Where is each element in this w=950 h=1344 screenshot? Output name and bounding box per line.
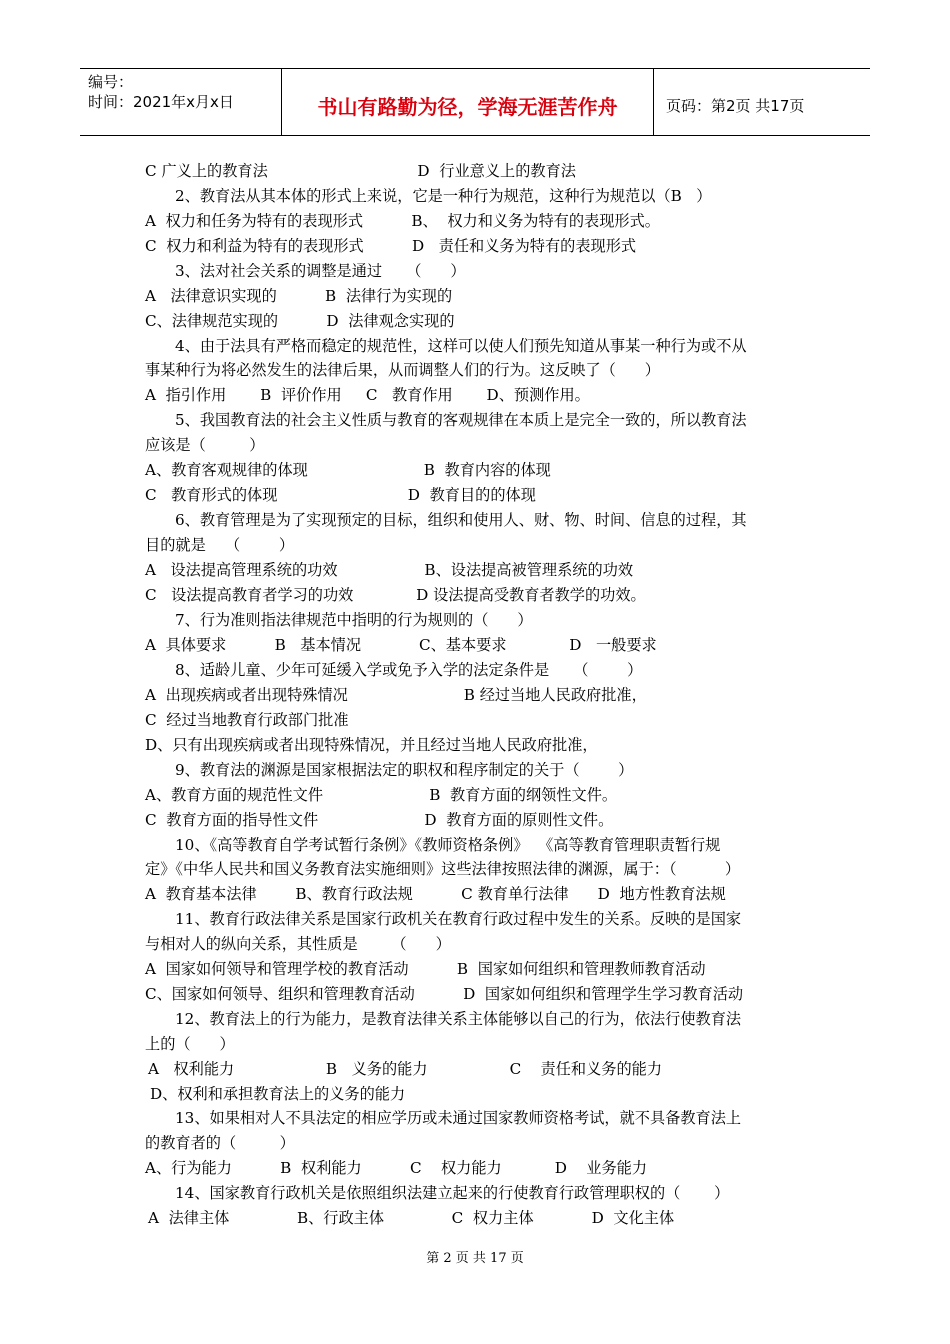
text-line: 目的就是 （ ） bbox=[145, 536, 295, 554]
text-line: 2、教育法从其本体的形式上来说，它是一种行为规范，这种行为规范以（B ） bbox=[175, 187, 712, 205]
text-line: 事某种行为将必然发生的法律后果，从而调整人们的行为。这反映了（ ） bbox=[145, 361, 660, 379]
page-footer: 第 2 页 共 17 页 bbox=[426, 1251, 524, 1266]
text-line: A 出现疾病或者出现特殊情况 B 经过当地人民政府批准， bbox=[145, 686, 647, 704]
text-line: 14、国家教育行政机关是依照组织法建立起来的行使教育行政管理职权的（ ） bbox=[175, 1184, 730, 1202]
text-line: C 教育形式的体现 D 教育目的的体现 bbox=[145, 486, 536, 504]
text-line: D、只有出现疾病或者出现特殊情况，并且经过当地人民政府批准， bbox=[145, 736, 598, 754]
text-line: A 法律主体 B、行政主体 C 权力主体 D 文化主体 bbox=[148, 1209, 675, 1227]
text-line: A 法律意识实现的 B 法律行为实现的 bbox=[145, 287, 453, 305]
text-line: A 权利能力 B 义务的能力 C 责任和义务的能力 bbox=[148, 1060, 663, 1078]
page-header bbox=[80, 68, 870, 136]
text-line: C、国家如何领导、组织和管理教育活动 D 国家如何组织和管理学生学习教育活动 bbox=[145, 985, 744, 1003]
text-line: A 设法提高管理系统的功效 B、设法提高被管理系统的功效 bbox=[145, 561, 634, 579]
header-page-info: 页码：第2页 共17页 bbox=[666, 96, 805, 115]
header-time: 时间：2021年x月x日 bbox=[88, 93, 234, 111]
text-line: 7、行为准则指法律规范中指明的行为规则的（ ） bbox=[175, 611, 533, 629]
header-meta bbox=[80, 69, 282, 135]
text-line: A、行为能力 B 权利能力 C 权力能力 D 业务能力 bbox=[145, 1159, 648, 1177]
text-line: 的教育者的（ ） bbox=[145, 1134, 295, 1152]
text-line: 上的（ ） bbox=[145, 1035, 235, 1053]
header-number: 编号： bbox=[88, 73, 134, 91]
text-line: 3、法对社会关系的调整是通过 （ ） bbox=[175, 262, 466, 280]
text-line: C 设法提高教育者学习的功效 D 设法提高受教育者教学的功效。 bbox=[145, 586, 646, 604]
text-line: 与相对人的纵向关系，其性质是 （ ） bbox=[145, 935, 451, 953]
text-line: 11、教育行政法律关系是国家行政机关在教育行政过程中发生的关系。反映的是国家 bbox=[175, 910, 742, 928]
text-line: A、教育客观规律的体现 B 教育内容的体现 bbox=[145, 461, 551, 479]
text-line: A 国家如何领导和管理学校的教育活动 B 国家如何组织和管理教师教育活动 bbox=[145, 960, 706, 978]
text-line: 12、教育法上的行为能力，是教育法律关系主体能够以自己的行为，依法行使教育法 bbox=[175, 1010, 742, 1028]
text-line: 4、由于法具有严格而稳定的规范性，这样可以使人们预先知道从事某一种行为或不从 bbox=[175, 337, 747, 355]
header-motto: 书山有路勤为径，学海无涯苦作舟 bbox=[282, 69, 654, 135]
text-line: C 广义上的教育法 D 行业意义上的教育法 bbox=[145, 162, 576, 180]
text-line: 13、如果相对人不具法定的相应学历或未通过国家教师资格考试，就不具备教育法上 bbox=[175, 1109, 742, 1127]
text-line: A 教育基本法律 B、教育行政法规 C 教育单行法律 D 地方性教育法规 bbox=[145, 885, 726, 903]
text-line: C 教育方面的指导性文件 D 教育方面的原则性文件。 bbox=[145, 811, 614, 829]
text-line: 6、教育管理是为了实现预定的目标，组织和使用人、财、物、时间、信息的过程，其 bbox=[175, 511, 747, 529]
text-line: D、权利和承担教育法上的义务的能力 bbox=[150, 1085, 406, 1103]
text-line: 10、《高等教育自学考试暂行条例》《教师资格条例》 《高等教育管理职责暂行规 bbox=[175, 836, 721, 854]
text-line: A、教育方面的规范性文件 B 教育方面的纲领性文件。 bbox=[145, 786, 618, 804]
text-line: 5、我国教育法的社会主义性质与教育的客观规律在本质上是完全一致的，所以教育法 bbox=[175, 411, 747, 429]
text-line: A 权力和任务为特有的表现形式 B、 权力和义务为特有的表现形式。 bbox=[145, 212, 660, 230]
text-line: C 权力和利益为特有的表现形式 D 责任和义务为特有的表现形式 bbox=[145, 237, 637, 255]
text-line: A 具体要求 B 基本情况 C、基本要求 D 一般要求 bbox=[145, 636, 657, 654]
text-line: 应该是（ ） bbox=[145, 436, 265, 454]
text-line: 9、教育法的渊源是国家根据法定的职权和程序制定的关于（ ） bbox=[175, 761, 634, 779]
text-line: C、法律规范实现的 D 法律观念实现的 bbox=[145, 312, 455, 330]
text-line: 定》《中华人民共和国义务教育法实施细则》这些法律按照法律的渊源，属于：（ ） bbox=[145, 860, 741, 878]
text-line: 8、适龄儿童、少年可延缓入学或免予入学的法定条件是 （ ） bbox=[175, 661, 643, 679]
text-line: A 指引作用 B 评价作用 C 教育作用 D、预测作用。 bbox=[145, 386, 590, 404]
text-line: C 经过当地教育行政部门批准 bbox=[145, 711, 349, 729]
